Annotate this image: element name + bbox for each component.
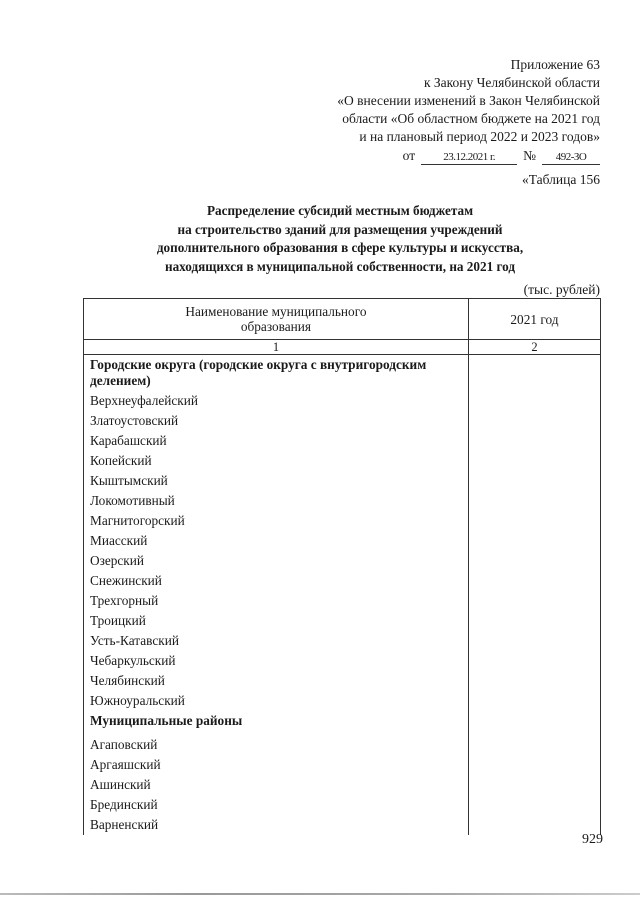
municipality-name-cell: Чебаркульский bbox=[84, 651, 469, 671]
municipality-name-cell: Троицкий bbox=[84, 611, 469, 631]
value-cell bbox=[468, 571, 600, 591]
municipality-name-cell: Снежинский bbox=[84, 571, 469, 591]
title-line-4: находящихся в муниципальной собственности, на 2021 год bbox=[164, 258, 516, 274]
municipality-name-cell: Локомотивный bbox=[84, 491, 469, 511]
column-number-row bbox=[84, 340, 601, 355]
value-cell bbox=[468, 755, 600, 775]
value-cell bbox=[468, 511, 600, 531]
municipality-name-cell: Кыштымский bbox=[84, 471, 469, 491]
title-line-3: дополнительного образования в сфере культуры и искусства, bbox=[156, 240, 524, 255]
table-row bbox=[84, 795, 601, 815]
units-label: (тыс. рублей) bbox=[523, 282, 600, 297]
table-row bbox=[84, 591, 601, 611]
column-number-2: 2 bbox=[468, 340, 600, 355]
column-header-name: Наименование муниципального образования bbox=[84, 299, 469, 340]
value-cell bbox=[468, 795, 600, 815]
column-header-year: 2021 год bbox=[468, 299, 600, 340]
table-row bbox=[84, 451, 601, 471]
value-cell bbox=[468, 691, 600, 711]
municipality-name-cell: Брединский bbox=[84, 795, 469, 815]
value-cell bbox=[468, 411, 600, 431]
date-value: 23.12.2021 г. bbox=[421, 150, 517, 165]
municipality-name-cell: Миасский bbox=[84, 531, 469, 551]
table-row bbox=[84, 775, 601, 795]
date-prefix: от bbox=[402, 148, 416, 163]
law-number: 492-ЗО bbox=[542, 150, 600, 165]
value-cell bbox=[468, 815, 600, 835]
table-row bbox=[84, 531, 601, 551]
table-row bbox=[84, 815, 601, 835]
municipality-name-cell: Усть-Катавский bbox=[84, 631, 469, 651]
table-row bbox=[84, 735, 601, 755]
title-line-1: Распределение субсидий местным бюджетам bbox=[206, 203, 474, 218]
value-cell bbox=[468, 431, 600, 451]
table-label: «Таблица 156 bbox=[522, 172, 600, 187]
municipality-name-cell: Трехгорный bbox=[84, 591, 469, 611]
municipality-name-cell: Ашинский bbox=[84, 775, 469, 795]
table-row bbox=[84, 631, 601, 651]
table-row bbox=[84, 611, 601, 631]
value-cell bbox=[468, 451, 600, 471]
value-cell bbox=[468, 735, 600, 755]
law-amendment-line: «О внесении изменений в Закон Челябинской bbox=[337, 93, 600, 108]
value-cell bbox=[468, 631, 600, 651]
municipality-name-cell: Агаповский bbox=[84, 735, 469, 755]
table-row bbox=[84, 755, 601, 775]
scan-edge-line bbox=[0, 893, 640, 895]
value-cell bbox=[468, 551, 600, 571]
table-row bbox=[84, 511, 601, 531]
budget-law-line: области «Об областном бюджете на 2021 год bbox=[342, 111, 600, 126]
municipality-name-cell: Верхнеуфалейский bbox=[84, 391, 469, 411]
table-row bbox=[84, 471, 601, 491]
table-body bbox=[84, 355, 601, 836]
subsidy-table bbox=[83, 298, 601, 835]
municipality-name-cell: Челябинский bbox=[84, 671, 469, 691]
value-cell bbox=[468, 671, 600, 691]
value-cell bbox=[468, 355, 600, 392]
value-cell bbox=[468, 711, 600, 735]
value-cell bbox=[468, 391, 600, 411]
municipality-name-cell: Златоустовский bbox=[84, 411, 469, 431]
appendix-header bbox=[300, 56, 600, 165]
municipality-name-cell: Копейский bbox=[84, 451, 469, 471]
value-cell bbox=[468, 775, 600, 795]
table-row bbox=[84, 671, 601, 691]
table-row bbox=[84, 551, 601, 571]
number-prefix: № bbox=[523, 148, 536, 163]
value-cell bbox=[468, 471, 600, 491]
table-row bbox=[84, 391, 601, 411]
table-row bbox=[84, 431, 601, 451]
table-row bbox=[84, 491, 601, 511]
municipality-name-cell: Магнитогорский bbox=[84, 511, 469, 531]
municipality-name-cell: Аргаяшский bbox=[84, 755, 469, 775]
group-name-cell: Муниципальные районы bbox=[84, 711, 469, 735]
title-line-2: на строительство зданий для размещения учреждений bbox=[177, 221, 503, 237]
value-cell bbox=[468, 531, 600, 551]
group-name-cell: Городские округа (городские округа с внутригородским делением) bbox=[84, 355, 469, 392]
municipality-name-cell: Озерский bbox=[84, 551, 469, 571]
municipality-name-cell: Южноуральский bbox=[84, 691, 469, 711]
appendix-title: Приложение 63 bbox=[510, 57, 600, 72]
municipality-name-cell: Карабашский bbox=[84, 431, 469, 451]
table-row bbox=[84, 571, 601, 591]
value-cell bbox=[468, 651, 600, 671]
municipality-name-cell: Варненский bbox=[84, 815, 469, 835]
table-group-row bbox=[84, 711, 601, 735]
planning-period-line: и на плановый период 2022 и 2023 годов» bbox=[359, 129, 600, 144]
value-cell bbox=[468, 611, 600, 631]
table-row bbox=[84, 411, 601, 431]
value-cell bbox=[468, 591, 600, 611]
document-title bbox=[80, 202, 600, 276]
table-header-row bbox=[84, 299, 601, 340]
law-reference: к Закону Челябинской области bbox=[423, 75, 600, 90]
table-row bbox=[84, 691, 601, 711]
table-group-row bbox=[84, 355, 601, 392]
table-row bbox=[84, 651, 601, 671]
value-cell bbox=[468, 491, 600, 511]
page-number: 929 bbox=[582, 832, 603, 847]
column-number-1: 1 bbox=[84, 340, 469, 355]
date-number-line bbox=[300, 147, 600, 165]
